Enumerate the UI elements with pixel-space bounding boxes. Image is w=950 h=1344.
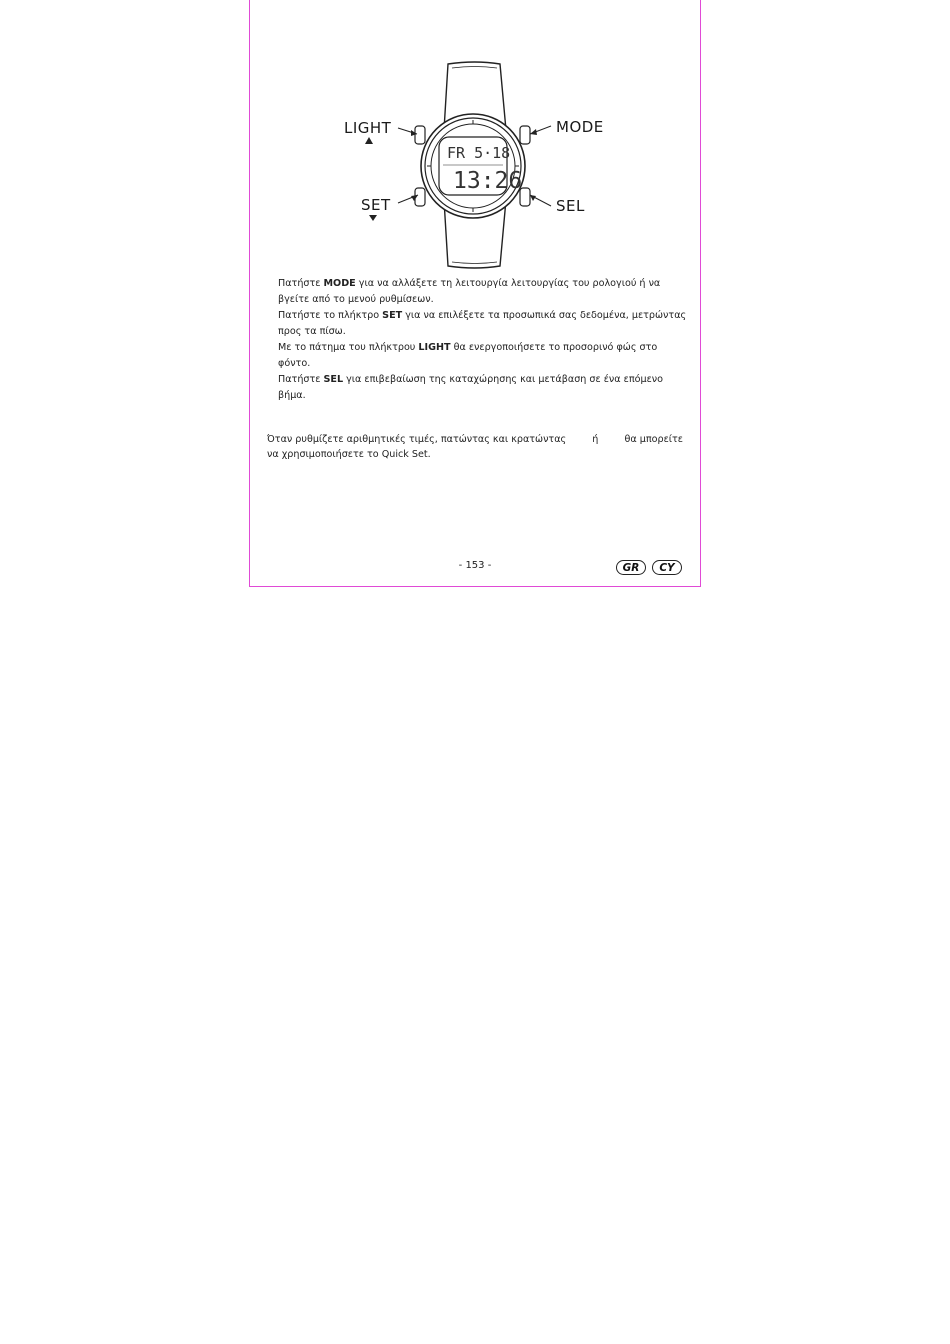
key-set: SET (382, 310, 403, 321)
triangle-up-icon (365, 137, 373, 144)
label-sel: SEL (556, 197, 585, 215)
paragraph-mode: Πατήστε MODE για να αλλάξετε τη λειτουργία λειτουργίας του ρολογιού ή να βγείτε από το μενού ρυθμίσεων. (278, 278, 661, 305)
language-badge-cy: CY (652, 560, 682, 575)
paragraph-set: Πατήστε το πλήκτρο SET για να επιλέξετε τα προσωπικά σας δεδομένα, μετρώντας προς τα πίσω. (278, 310, 687, 337)
watch-illustration (340, 58, 610, 272)
quick-set-note: Όταν ρυθμίζετε αριθμητικές τιμές, πατώντας και κρατώντας ή θα μπορείτε να χρησιμοποιήσετε το Quick Set. (267, 434, 683, 460)
key-mode: MODE (323, 278, 356, 289)
lcd-top-line: FR 5·18 (447, 144, 511, 162)
paragraph-light: Με το πάτημα του πλήκτρου LIGHT θα ενεργοποιήσετε το προσορινό φώς στο φόντο. (278, 342, 658, 369)
key-sel: SEL (323, 374, 344, 385)
language-badge-gr: GR (616, 560, 646, 575)
triangle-down-icon (369, 215, 377, 221)
lcd-time: 13:26 (453, 168, 523, 194)
page-number: - 153 - (458, 560, 492, 571)
key-light: LIGHT (418, 342, 451, 353)
label-light: LIGHT (344, 119, 392, 137)
label-mode: MODE (556, 118, 604, 136)
paragraph-sel: Πατήστε SEL για επιβεβαίωση της καταχώρησης και μετάβαση σε ένα επόμενο βήμα. (278, 374, 663, 401)
label-set: SET (361, 196, 391, 214)
